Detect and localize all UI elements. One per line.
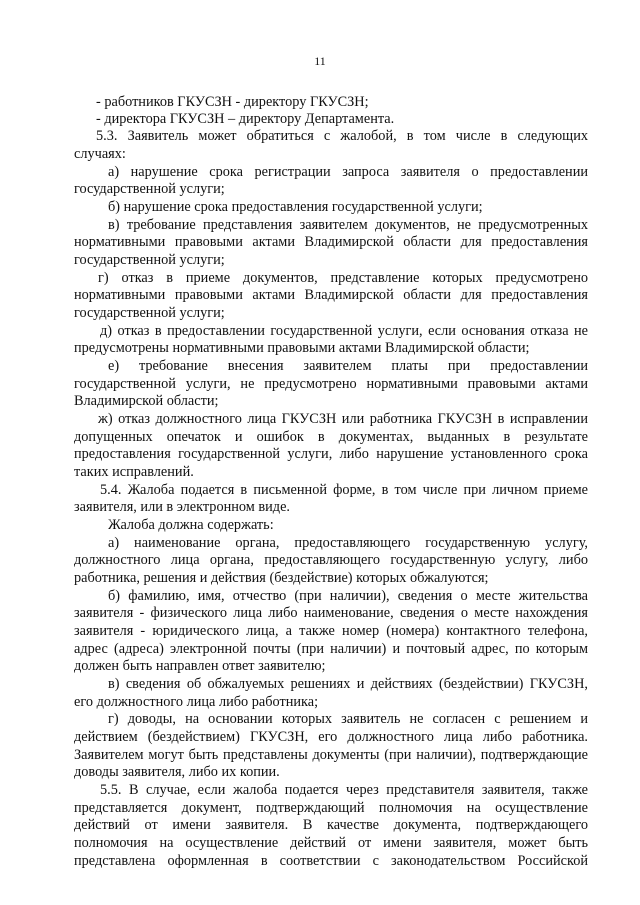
text-line: а) наименование органа, предоставляющего государственную услугу,: [108, 535, 588, 551]
text-line: в) сведения об обжалуемых решениях и действиях (бездействии) ГКУСЗН,: [108, 676, 588, 692]
text-line: д) отказ в предоставлении государственной услуги, если основания отказа не: [100, 323, 588, 339]
text-line: Заявителем могут быть представлены документы (при наличии), подтверждающие: [74, 747, 588, 763]
text-line: представлена оформленная в соответствии с законодательством Российской: [74, 853, 588, 869]
text-line: заявителя - физического лица либо наименование, сведения о месте нахождения: [74, 605, 588, 621]
text-line: государственной услуги;: [74, 181, 225, 197]
text-line: заявителя, или в электронном виде.: [74, 499, 290, 515]
text-line: допущенных опечаток и ошибок в документах, выданных в результате: [74, 429, 588, 445]
text-line: предусмотрены нормативными правовыми актами Владимирской области;: [74, 340, 530, 356]
text-line: работника, решения и действия (бездействие) которых обжалуются;: [74, 570, 489, 586]
text-line: должностного лица органа, предоставляющего государственную услугу, либо: [74, 552, 588, 568]
text-line: нормативными правовыми актами Владимирской области для предоставления: [74, 234, 588, 250]
text-line: - работников ГКУСЗН - директору ГКУСЗН;: [96, 94, 369, 110]
text-line: таких исправлений.: [74, 464, 194, 480]
text-line: заявителя - юридического лица, а также номер (номера) контактного телефона,: [74, 623, 588, 639]
text-line: г) доводы, на основании которых заявитель не согласен с решением и: [108, 711, 588, 727]
text-line: доводы заявителя, либо их копии.: [74, 764, 280, 780]
text-line: представляется документ, подтверждающий полномочия на осуществление: [74, 800, 588, 816]
text-line: государственной услуги;: [74, 305, 225, 321]
text-line: адрес (адреса) электронной почты (при наличии) и почтовый адрес, по которым: [74, 641, 588, 657]
text-line: г) отказ в приеме документов, представление которых предусмотрено: [98, 270, 588, 286]
text-line: Владимирской области;: [74, 393, 219, 409]
text-line: его должностного лица либо работника;: [74, 694, 319, 710]
text-line: предоставления государственной услуги, либо нарушение установленного срока: [74, 446, 588, 462]
text-line: в) требование представления заявителем документов, не предусмотренных: [108, 217, 588, 233]
text-line: действием (бездействием) ГКУСЗН, его должностного лица либо работника.: [74, 729, 588, 745]
text-line: нормативными правовыми актами Владимирской области для предоставления: [74, 287, 588, 303]
text-line: е) требование внесения заявителем платы при предоставлении: [108, 358, 588, 374]
text-line: 5.5. В случае, если жалоба подается через представителя заявителя, также: [100, 782, 588, 798]
text-line: б) нарушение срока предоставления государственной услуги;: [108, 199, 483, 215]
text-line: действий от имени заявителя. В качестве документа, подтверждающего: [74, 817, 588, 833]
text-line: случаях:: [74, 146, 126, 162]
text-line: Жалоба должна содержать:: [108, 517, 274, 533]
text-line: государственной услуги, не предусмотрено нормативными правовыми актами: [74, 376, 588, 392]
text-line: 5.4. Жалоба подается в письменной форме, в том числе при личном приеме: [100, 482, 588, 498]
text-line: полномочия на осуществление действий от имени заявителя, может быть: [74, 835, 588, 851]
text-line: должен быть направлен ответ заявителю;: [74, 658, 326, 674]
text-line: ж) отказ должностного лица ГКУСЗН или работника ГКУСЗН в исправлении: [98, 411, 588, 427]
text-line: государственной услуги;: [74, 252, 225, 268]
text-line: - директора ГКУСЗН – директору Департамента.: [96, 111, 395, 127]
page-number: 11: [314, 54, 326, 68]
text-line: а) нарушение срока регистрации запроса заявителя о предоставлении: [108, 164, 588, 180]
text-line: б) фамилию, имя, отчество (при наличии), сведения о месте жительства: [108, 588, 588, 604]
text-line: 5.3. Заявитель может обратиться с жалобой, в том числе в следующих: [96, 128, 588, 144]
